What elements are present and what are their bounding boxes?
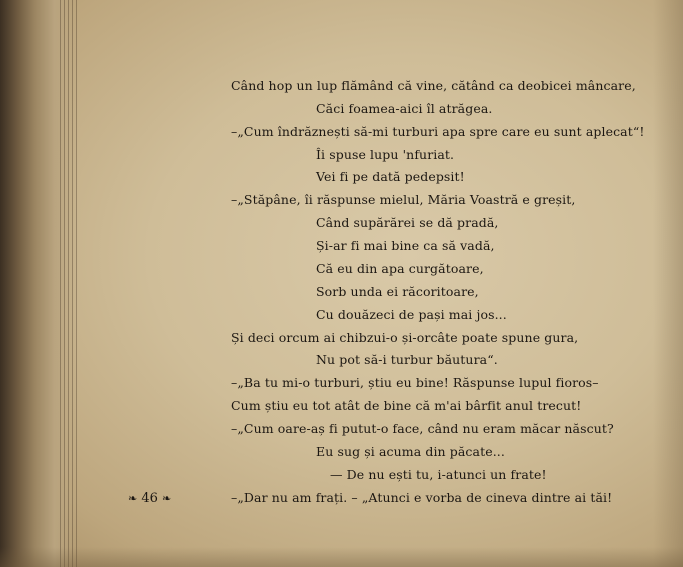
poem-line: Căci foamea-aici îl atrăgea. [316, 101, 493, 116]
page-edges [60, 0, 80, 567]
poem-line: Și-ar fi mai bine ca să vadă, [316, 238, 495, 253]
poem-line: –„Ba tu mi-o turburi, știu eu bine! Răspunse lupul fioros– [231, 375, 599, 390]
poem-line: Și deci orcum ai chibzui-o și-orcâte poate spune gura, [231, 330, 579, 345]
poem-line: Când supărărei se dă pradă, [316, 215, 499, 230]
leaf-ornament-icon: ❧ [162, 492, 172, 505]
page-number-value: 46 [141, 491, 158, 506]
poem-line: Cu douăzeci de pași mai jos... [316, 307, 507, 322]
poem-line: –„Cum îndrăznești să-mi turburi apa spre care eu sunt aplecat“! [231, 124, 645, 139]
poem-line: Vei fi pe dată pedepsit! [316, 169, 465, 184]
poem-line: –„Cum oare-aș fi putut-o face, când nu eram măcar născut? [231, 421, 614, 436]
leaf-ornament-icon: ❧ [128, 492, 138, 505]
poem-line: Îi spuse lupu 'nfuriat. [316, 147, 455, 162]
poem-line: Că eu din apa curgătoare, [316, 261, 484, 276]
poem-line: Nu pot să-i turbur băutura“. [316, 352, 498, 367]
page-number [128, 491, 171, 506]
page-bottom-edge [0, 547, 683, 567]
poem-line: –„Dar nu am frați. – „Atunci e vorba de cineva dintre ai tăi! [231, 490, 613, 505]
page-right-edge [653, 0, 683, 567]
poem-line: Când hop un lup flămând că vine, cătând ca deobicei mâncare, [231, 78, 636, 93]
poem-line: Eu sug și acuma din păcate... [316, 444, 505, 459]
poem-line: — De nu ești tu, i-atunci un frate! [330, 467, 547, 482]
poem-line: –„Stăpâne, îi răspunse mielul, Măria Voastră e greșit, [231, 192, 576, 207]
poem-line: Sorb unda ei răcoritoare, [316, 284, 479, 299]
poem-line: Cum știu eu tot atât de bine că m'ai bârfit anul trecut! [231, 398, 582, 413]
